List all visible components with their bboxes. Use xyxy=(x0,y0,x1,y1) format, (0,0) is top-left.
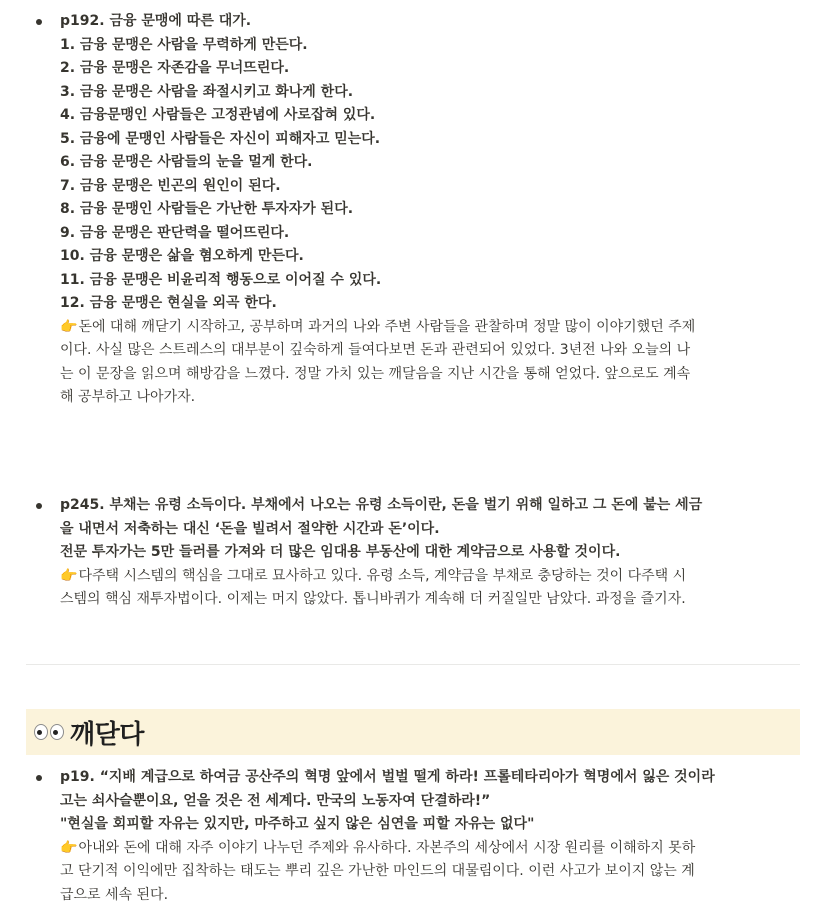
list-item: 5. 금융에 문맹인 사람들은 자신이 피해자고 믿는다. xyxy=(60,130,381,147)
eyes-icon xyxy=(34,724,66,740)
section-heading xyxy=(26,709,800,755)
pointing-hand-icon: 👉 xyxy=(60,567,78,584)
divider xyxy=(26,664,800,665)
quote-line: 전문 투자가는 5만 들러를 가져와 더 많은 임대용 부동산에 대한 계약금으로 사용할 것이다. xyxy=(60,544,621,560)
bullet-dot xyxy=(36,19,42,25)
list-item: 12. 금융 문맹은 현실을 외곡 한다. xyxy=(60,295,277,311)
section-title: p192. 금융 문맹에 따른 대가. xyxy=(60,13,252,29)
quote-line: 고는 쇠사슬뿐이요, 얻을 것은 전 세계다. 만국의 노동자여 단결하라!” xyxy=(60,792,491,809)
note-line: 는 이 문장을 읽으며 해방감을 느꼈다. 정말 가치 있는 깨달음을 지난 시간을 통해 얻었다. 앞으로도 계속 xyxy=(60,365,691,382)
bullet-item-p19 xyxy=(36,766,806,907)
pointing-hand-icon: 👉 xyxy=(60,318,78,335)
note-line: 👉돈에 대해 깨닫기 시작하고, 공부하며 과거의 나와 주변 사람들을 관찰하며 정말 많이 이야기했던 주제 xyxy=(60,318,696,335)
pointing-hand-icon: 👉 xyxy=(60,839,78,856)
list-item: 1. 금융 문맹은 사람을 무력하게 만든다. xyxy=(60,36,308,53)
quote-line: 을 내면서 저축하는 대신 ‘돈을 빌려서 절약한 시간과 돈’이다. xyxy=(60,520,440,537)
list-item: 9. 금융 문맹은 판단력을 떨어뜨린다. xyxy=(60,224,290,241)
list-item: 11. 금융 문맹은 비윤리적 행동으로 이어질 수 있다. xyxy=(60,271,382,288)
note-line: 이다. 사실 많은 스트레스의 대부분이 깊숙하게 들여다보면 돈과 관련되어 있었다. 3년전 나와 오늘의 나 xyxy=(60,342,691,358)
list-item: 8. 금융 문맹인 사람들은 가난한 투자자가 된다. xyxy=(60,201,354,217)
note-line: 해 공부하고 나아가자. xyxy=(60,389,196,405)
bullet-item-p245 xyxy=(36,494,806,612)
note-line: 급으로 세속 된다. xyxy=(60,886,169,903)
note-line: 👉다주택 시스템의 핵심을 그대로 묘사하고 있다. 유령 소득, 계약금을 부채로 충당하는 것이 다주택 시 xyxy=(60,567,687,584)
list-item: 6. 금융 문맹은 사람들의 눈을 멀게 한다. xyxy=(60,154,313,170)
list-item: 7. 금융 문맹은 빈곤의 원인이 된다. xyxy=(60,177,281,194)
list-item: 10. 금융 문맹은 삶을 혐오하게 만든다. xyxy=(60,248,304,264)
quote-line: p19. “지배 계급으로 하여금 공산주의 혁명 앞에서 벌벌 떨게 하라! 프롤테타리아가 혁명에서 잃은 것이라 xyxy=(60,769,715,785)
list-item: 4. 금융문맹인 사람들은 고정관념에 사로잡혀 있다. xyxy=(60,107,376,123)
note-line: 👉아내와 돈에 대해 자주 이야기 나누던 주제와 유사하다. 자본주의 세상에서 시장 원리를 이해하지 못하 xyxy=(60,839,696,856)
note-line: 스템의 핵심 재투자법이다. 이제는 머지 않았다. 톱니바퀴가 계속해 더 커질일만 남았다. 과정을 즐기자. xyxy=(60,591,686,607)
bullet-dot xyxy=(36,775,42,781)
list-item: 2. 금융 문맹은 자존감을 무너뜨린다. xyxy=(60,60,290,76)
list-item: 3. 금융 문맹은 사람을 좌절시키고 화나게 한다. xyxy=(60,83,354,100)
quote-line: p245. 부채는 유령 소득이다. 부채에서 나오는 유령 소득이란, 돈을 벌기 위해 일하고 그 돈에 붙는 세금 xyxy=(60,497,703,513)
note-line: 고 단기적 이익에만 집착하는 태도는 뿌리 깊은 가난한 마인드의 대물림이다. 이런 사고가 보이지 않는 계 xyxy=(60,863,695,879)
heading-text: 깨닫다 xyxy=(70,719,144,750)
bullet-dot xyxy=(36,503,42,509)
bullet-item-p192 xyxy=(36,10,806,410)
quote-line: "현실을 회피할 자유는 있지만, 마주하고 싶지 않은 심연을 피할 자유는 없다" xyxy=(60,816,535,832)
